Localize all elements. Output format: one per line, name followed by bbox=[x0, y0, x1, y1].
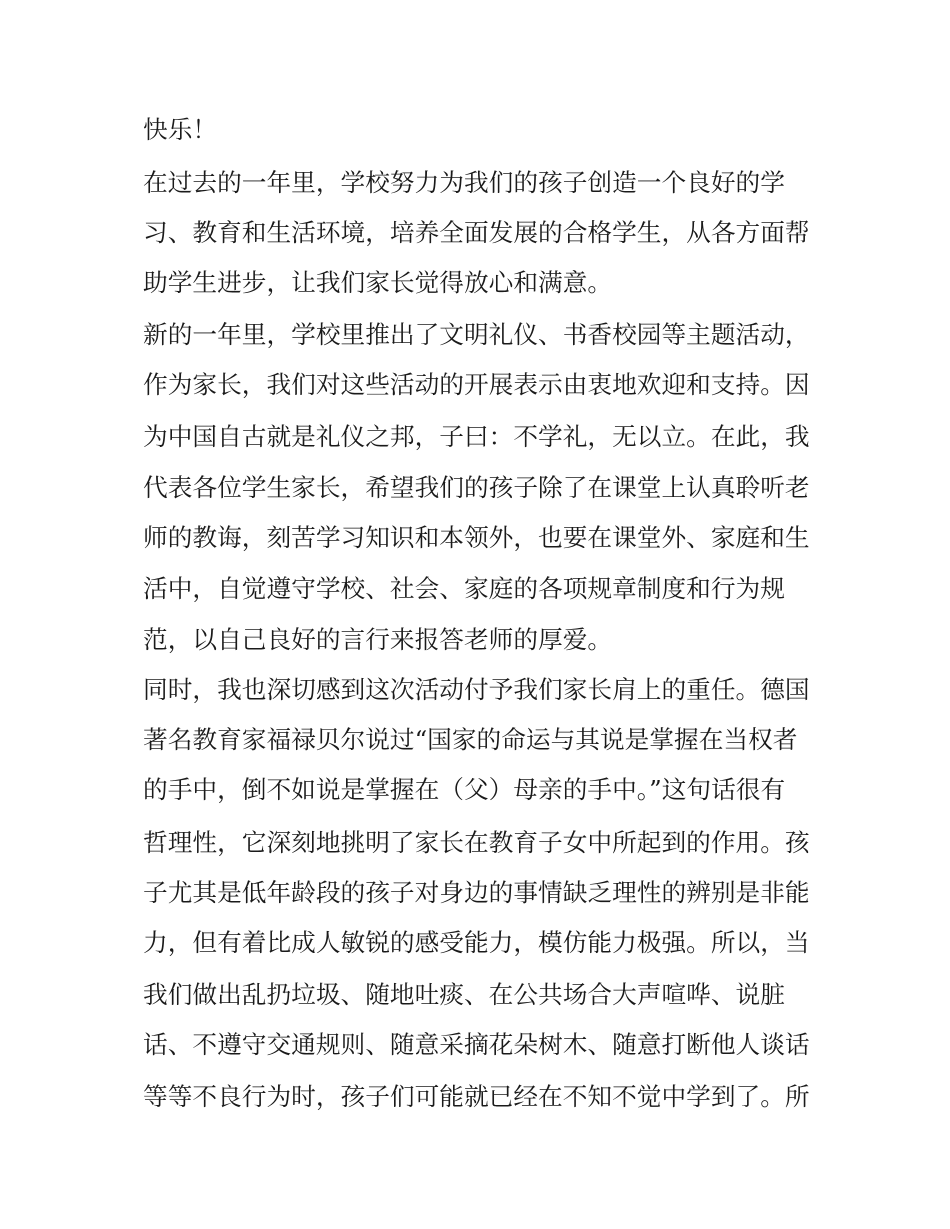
text-line: 为中国自古就是礼仪之邦，子曰：不学礼，无以立。在此，我 bbox=[143, 422, 810, 451]
text-line: 子尤其是低年龄段的孩子对身边的事情缺乏理性的辨别是非能 bbox=[143, 878, 810, 907]
text-line: 我们做出乱扔垃圾、随地吐痰、在公共场合大声喧哗、说脏 bbox=[143, 980, 785, 1009]
text-line: 新的一年里，学校里推出了文明礼仪、书香校园等主题活动， bbox=[143, 320, 810, 349]
text-line: 师的教诲，刻苦学习知识和本领外，也要在课堂外、家庭和生 bbox=[143, 523, 810, 552]
text-line: 快乐！ bbox=[143, 115, 218, 144]
text-line: 作为家长，我们对这些活动的开展表示由衷地欢迎和支持。因 bbox=[143, 370, 810, 399]
text-line: 著名教育家福禄贝尔说过“国家的命运与其说是掌握在当权者 bbox=[143, 725, 798, 754]
text-line: 力，但有着比成人敏锐的感受能力，模仿能力极强。所以，当 bbox=[143, 928, 810, 957]
text-line: 哲理性，它深刻地挑明了家长在教育子女中所起到的作用。孩 bbox=[143, 828, 810, 857]
text-line: 在过去的一年里，学校努力为我们的孩子创造一个良好的学 bbox=[143, 168, 785, 197]
text-line: 助学生进步，让我们家长觉得放心和满意。 bbox=[143, 268, 613, 297]
text-line: 习、教育和生活环境，培养全面发展的合格学生，从各方面帮 bbox=[143, 218, 810, 247]
text-line: 等等不良行为时，孩子们可能就已经在不知不觉中学到了。所 bbox=[143, 1082, 810, 1111]
text-line: 同时，我也深切感到这次活动付予我们家长肩上的重任。德国 bbox=[143, 675, 810, 704]
text-line: 范，以自己良好的言行来报答老师的厚爱。 bbox=[143, 625, 613, 654]
text-line: 代表各位学生家长，希望我们的孩子除了在课堂上认真聆听老 bbox=[143, 473, 810, 502]
text-line: 的手中，倒不如说是掌握在（父）母亲的手中。”这句话很有 bbox=[143, 775, 786, 804]
text-line: 话、不遵守交通规则、随意采摘花朵树木、随意打断他人谈话 bbox=[143, 1030, 810, 1059]
text-line: 活中，自觉遵守学校、社会、家庭的各项规章制度和行为规 bbox=[143, 574, 785, 603]
